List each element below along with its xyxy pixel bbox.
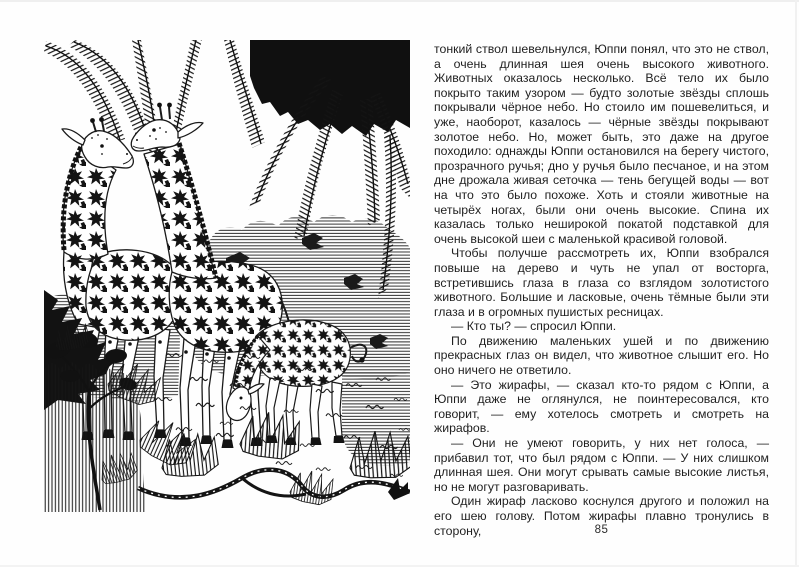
paragraph-3: — Кто ты? — спросил Юппи. — [451, 319, 617, 334]
paragraph-4: По движению маленьких ушей и по движению прекрасных глаз он видел, что животное слышит его. Но оно ничего не ответило. — [434, 333, 769, 378]
paragraph-7: Один жираф ласково коснулся другого и положил на его шею голову. Потом жирафы плавно тронулись в сторону, — [434, 494, 769, 538]
paragraph-1: тонкий ствол шевельнулся, Юппи понял, что это не ствол, а очень длинная шея очень высокого животного. Животных оказалось несколько. Всё тело их было покрыто таким узором — будто золотые звёзды сплошь покрывали чёрное небо. Но стоило им пошевелиться, и уже, наоборот, казалось — чёрные звёзды покрывают золотое небо. Но, может быть, это даже на другое походило: однажды Юппи остановился на берегу чистого, прозрачного ручья; дно у ручья было песчаное, и на этом дне дрожала живая сеточка — тень бегущей воды — вот на что это было похоже. Хоть и стояли животные на четырёх ногах, были они очень высокие. Спина их казалась только неширокой покатой подставкой для очень высокой шеи с маленькой красивой головой. — [434, 42, 769, 246]
page-text-column — [434, 42, 769, 538]
paragraph-2: Чтобы получше рассмотреть их, Юппи взобрался повыше на дерево и чуть не упал от восторга, встретившись глаза в глаза со взглядом золотистого животного. Большие и ласковые, очень тёмные были эти глаза и в огромных пушистых ресницах. — [434, 246, 769, 319]
paragraph-6: — Они не умеют говорить, у них нет голоса, — прибавил тот, что был рядом с Юппи. — У них слишком длинная шея. Они могут срывать самые высокие листья, но не могут разговаривать. — [434, 436, 769, 494]
page-number: 85 — [594, 524, 609, 536]
giraffes-illustration-svg — [44, 40, 410, 514]
illustration — [44, 40, 410, 514]
scan-edge-right — [795, 0, 797, 567]
scan-edge-top — [0, 0, 799, 2]
paragraph-5: — Это жирафы, — сказал кто-то рядом с Юппи, а Юппи даже не оглянулся, не поинтересовался, кто говорит, — ему хотелось смотреть и смотреть на жирафов. — [434, 377, 769, 436]
